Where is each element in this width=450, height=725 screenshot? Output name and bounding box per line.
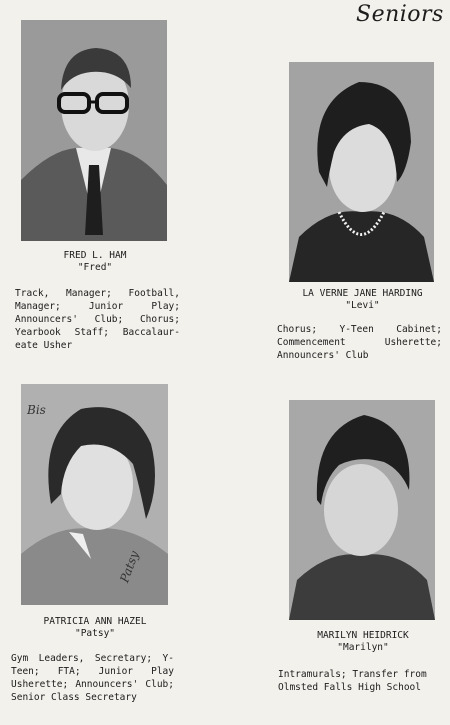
senior-activities: Gym Leaders, Secretary; Y-Teen; FTA; Junior Play Usherette; Announcers' Club; Senior Class Secretary [11,653,174,703]
portrait-photo-marilyn-heidrick [289,400,435,620]
portrait-photo-fred-ham [21,20,167,241]
senior-activities: Intramurals; Transfer from Olmsted Falls High School [278,669,427,693]
senior-nickname: "Patsy" [74,628,116,639]
senior-name: PATRICIA ANN HAZEL [43,616,147,627]
senior-name-block [283,630,443,654]
senior-name-block [15,616,175,640]
svg-text:Patsy: Patsy [117,549,142,585]
senior-nickname: "Marilyn" [337,642,389,653]
handwriting-mark: Bis [27,403,46,417]
senior-activities: Track, Manager; Football, Manager; Junior Play; Announcers' Club; Chorus; Yearbook Staff; Baccalaur-eate Usher [15,288,180,351]
senior-name: FRED L. HAM [63,250,127,261]
senior-nickname: "Fred" [77,262,113,273]
portrait-photo-patricia-hazel [21,384,168,605]
page-title: Seniors [356,2,444,27]
portrait-photo-laverne-harding [289,62,434,282]
senior-name-block [280,288,445,312]
senior-name: MARILYN HEIDRICK [317,630,409,641]
senior-nickname: "Levi" [345,300,380,311]
senior-name-block [15,250,175,274]
senior-name: LA VERNE JANE HARDING [302,288,423,299]
senior-activities: Chorus; Y-Teen Cabinet; Commencement Usherette; Announcers' Club [277,324,442,361]
